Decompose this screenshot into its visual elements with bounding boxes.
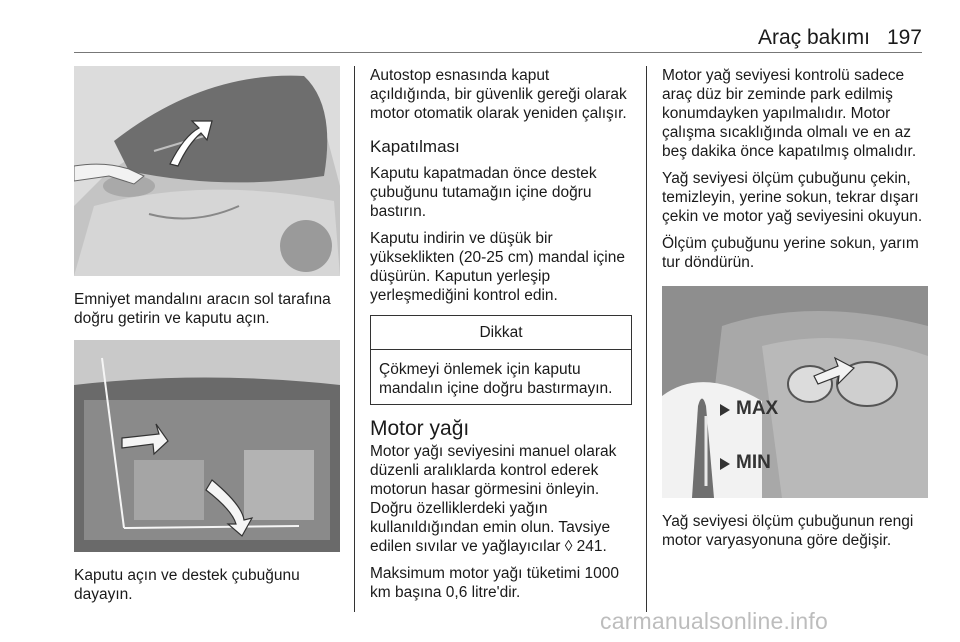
- dipstick-max-label: MAX: [736, 398, 779, 419]
- caption-hood-prop: Kaputu açın ve destek çubuğunu dayayın.: [74, 567, 300, 603]
- page-number: 197: [886, 26, 922, 49]
- header-rule: [74, 52, 922, 53]
- warning-box: [370, 315, 632, 405]
- warning-title: Dikkat: [371, 316, 631, 350]
- engine-oil-paragraph-1: Motor yağı seviyesini manuel olarak düzenli aralıklarda kontrol ederek motorun hasar görmesini önleyin. Doğru özelliklerdeki yağın kullanıldığından emin olun. Tavsiye edilen sıvılar ve yağlayıcılar ◊ 241.: [370, 443, 617, 555]
- warning-body: Çökmeyi önlemek için kaputu mandalın içine doğru bastırmayın.: [379, 361, 613, 397]
- oil-check-paragraph-3: Ölçüm çubuğunu yerine sokun, yarım tur döndürün.: [662, 235, 919, 271]
- dipstick-caption: Yağ seviyesi ölçüm çubuğunun rengi motor varyasyonuna göre değişir.: [662, 513, 914, 549]
- dipstick-figure: [662, 286, 928, 498]
- column-divider: [646, 66, 647, 612]
- column-left: [74, 66, 340, 612]
- closing-heading: Kapatılması: [370, 137, 460, 156]
- closing-paragraph-2: Kaputu indirin ve düşük bir yükseklikten (20-25 cm) mandal içine düşürün. Kaputun yerleşip yerleşmediğini kontrol edin.: [370, 230, 625, 304]
- hood-latch-figure: [74, 66, 340, 276]
- closing-paragraph-1: Kaputu kapatmadan önce destek çubuğunu tutamağın içine doğru bastırın.: [370, 165, 597, 220]
- oil-check-paragraph-1: Motor yağ seviyesi kontrolü sadece araç düz bir zeminde park edilmiş konumdayken yapılmalıdır. Motor çalışma sıcaklığında olmalı ve en az beş dakika önce kapatılmış olmalıdır.: [662, 67, 917, 160]
- column-middle: [370, 66, 632, 610]
- oil-check-paragraph-2: Yağ seviyesi ölçüm çubuğunu çekin, temizleyin, yerine sokun, tekrar dışarı çekin ve motor yağ seviyesini okuyun.: [662, 170, 923, 225]
- page-header-title: Araç bakımı: [757, 26, 870, 49]
- dipstick-min-label: MIN: [736, 452, 771, 473]
- column-divider: [354, 66, 355, 612]
- engine-oil-paragraph-2: Maksimum motor yağı tüketimi 1000 km başına 0,6 litre'dir.: [370, 565, 619, 601]
- watermark: carmanualsonline.info: [600, 608, 828, 634]
- column-right: [662, 66, 928, 558]
- engine-oil-heading: Motor yağı: [370, 417, 470, 440]
- autostop-paragraph: Autostop esnasında kaput açıldığında, bir güvenlik gereği olarak motor otomatik olarak yeniden çalışır.: [370, 67, 627, 122]
- hood-prop-figure: [74, 340, 340, 552]
- caption-hood-latch: Emniyet mandalını aracın sol tarafına doğru getirin ve kaputu açın.: [74, 291, 331, 327]
